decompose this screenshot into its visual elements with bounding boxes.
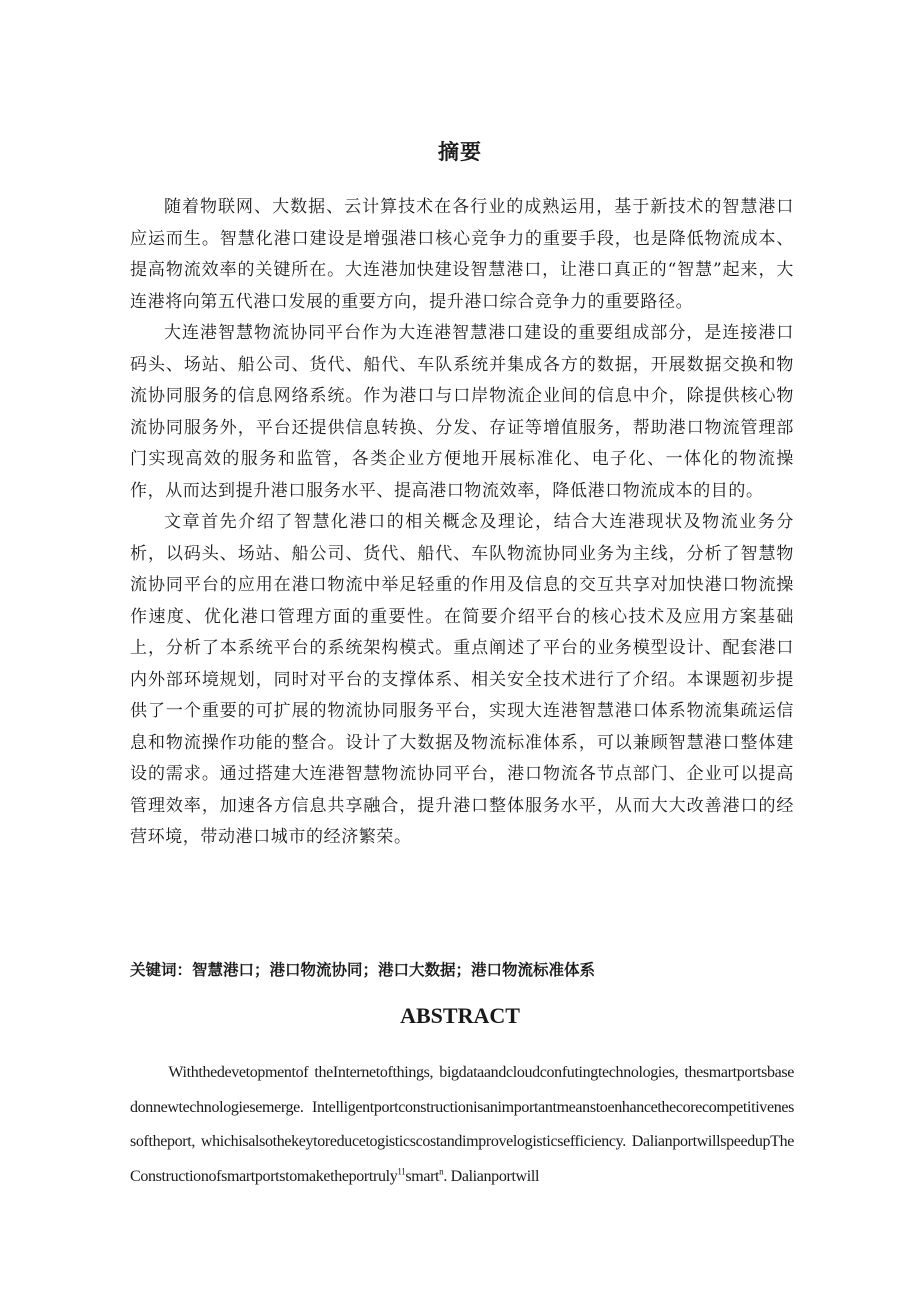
quoted-word: smart <box>405 1167 440 1185</box>
quote-open-mark: 11 <box>397 1166 406 1177</box>
abstract-cn-title: 摘要 <box>438 140 482 164</box>
abstract-en-text-end: . Dalianportwill <box>443 1167 540 1185</box>
abstract-cn-paragraph-2: 大连港智慧物流协同平台作为大连港智慧港口建设的重要组成部分，是连接港口码头、场站、船公司、货代、船代、车队系统并集成各方的数据，开展数据交换和物流协同服务的信息网络系统。作为港口与口岸物流企业间的信息中介，除提供核心物流协同服务外，平台还提供信息转换、分发、存证等增值服务，帮助港口物流管理部门实现高效的服务和监管，各类企业方便地开展标准化、电子化、一体化的物流操作，从而达到提升港口服务水平、提高港口物流效率，降低港口物流成本的目的。 <box>130 323 794 501</box>
keywords-line: 关键词：智慧港口；港口物流协同；港口大数据；港口物流标准体系 <box>130 961 596 979</box>
abstract-en-title: ABSTRACT <box>400 1003 520 1028</box>
abstract-en-paragraph <box>130 1056 794 1194</box>
abstract-en-text: Withthedevetopmentof theInternetofthings, bigdataandcloudconfutingtechnologies, thesmartportsbasedonnewtechnologiesemerge. Intelligentportconstructionisanimportantmeanstoenhancethecorecompetitivenessoftheport, whichisalsothekeytoreducetogisticscostandimprovelogisticsefficiency. DalianportwillspeedupTheConstructionofsmartportstomaketheportruly <box>130 1064 794 1185</box>
quote-close-mark: n <box>439 1166 444 1177</box>
abstract-cn-body <box>130 192 794 854</box>
abstract-cn-paragraph-1: 随着物联网、大数据、云计算技术在各行业的成熟运用，基于新技术的智慧港口应运而生。智慧化港口建设是增强港口核心竞争力的重要手段，也是降低物流成本、提高物流效率的关键所在。大连港加快建设智慧港口，让港口真正的“智慧”起来，大连港将向第五代港口发展的重要方向，提升港口综合竞争力的重要路径。 <box>130 197 794 312</box>
abstract-cn-paragraph-3: 文章首先介绍了智慧化港口的相关概念及理论，结合大连港现状及物流业务分析，以码头、场站、船公司、货代、船代、车队物流协同业务为主线，分析了智慧物流协同平台的应用在港口物流中举足轻重的作用及信息的交互共享对加快港口物流操作速度、优化港口管理方面的重要性。在简要介绍平台的核心技术及应用方案基础上，分析了本系统平台的系统架构模式。重点阐述了平台的业务模型设计、配套港口内外部环境规划，同时对平台的支撑体系、相关安全技术进行了介绍。本课题初步提供了一个重要的可扩展的物流协同服务平台，实现大连港智慧港口体系物流集疏运信息和物流操作功能的整合。设计了大数据及物流标准体系，可以兼顾智慧港口整体建设的需求。通过搭建大连港智慧物流协同平台，港口物流各节点部门、企业可以提高管理效率，加速各方信息共享融合，提升港口整体服务水平，从而大大改善港口的经营环境，带动港口城市的经济繁荣。 <box>130 512 794 847</box>
